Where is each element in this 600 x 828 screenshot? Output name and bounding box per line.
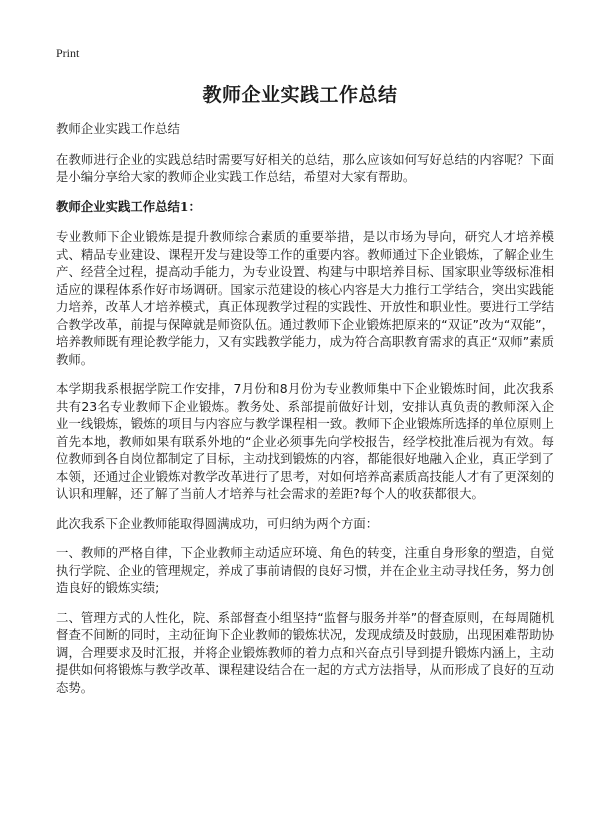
body-paragraph: 一、教师的严格自律，下企业教师主动适应环境、角色的转变，注重自身形象的塑造，自觉执行学院、企业的管理规定，养成了事前请假的良好习惯，并在企业主动寻找任务，努力创造良好的锻炼实绩; [56, 545, 554, 595]
body-paragraph: 二、管理方式的人性化，院、系部督查小组坚持“监督与服务并举”的督查原则，在每周随机督查不间断的同时，主动征询下企业教师的锻炼状况，发现成绩及时鼓励，出现困难帮助协调，合理要求及时汇报，并将企业锻炼教师的着力点和兴奋点引导到提升锻炼内涵上，主动提供如何将锻炼与教学改革、课程建设结合在一起的方式方法指导，从而形成了良好的互动态势。 [56, 609, 554, 695]
document-body [56, 120, 554, 708]
document-subtitle: 教师企业实践工作总结 [56, 121, 180, 136]
body-paragraph: 此次我系下企业教师能取得圆满成功，可归纳为两个方面： [56, 515, 379, 531]
print-link[interactable]: Print [56, 46, 80, 60]
document-title: 教师企业实践工作总结 [202, 84, 398, 106]
section-heading: 教师企业实践工作总结1： [56, 198, 201, 214]
intro-paragraph: 在教师进行企业的实践总结时需要写好相关的总结，那么应该如何写好总结的内容呢？下面是小编分享给大家的教师企业实践工作总结，希望对大家有帮助。 [56, 151, 554, 184]
body-paragraph: 本学期我系根据学院工作安排，7月份和8月份为专业教师集中下企业锻炼时间，此次我系共有23名专业教师下企业锻炼。教务处、系部提前做好计划，安排认真负责的教师深入企业一线锻炼，锻炼的项目与内容应与教学课程相一致。教师下企业锻炼所选择的单位原则上首先本地，教师如果有联系外地的“企业必须事先向学校报告，经学校批准后视为有效。每位教师到各自岗位都制定了目标，主动找到锻炼的内容，都能很好地融入企业，真正学到了本领，还通过企业锻炼对教学改革进行了思考，对如何培养高素质高技能人才有了更深刻的认识和理解，还了解了当前人才培养与社会需求的差距?每个人的收获都很大。 [56, 381, 554, 501]
body-paragraph: 专业教师下企业锻炼是提升教师综合素质的重要举措，是以市场为导向，研究人才培养模式、精品专业建设、课程开发与建设等工作的重要内容。教师通过下企业锻炼，了解企业生产、经营全过程，提高动手能力，为专业设置、构建与中职培养目标、国家职业等级标准相适应的课程体系作好市场调研。国家示范建设的核心内容是大力推行工学结合，突出实践能力培养，改革人才培养模式，真正体现教学过程的实践性、开放性和职业性。要进行工学结合教学改革，前提与保障就是师资队伍。通过教师下企业锻炼把原来的“双证”改为“双能”，培养教师既有理论教学能力，又有实践教学能力，成为符合高职教育需求的真正“双师”素质教师。 [56, 229, 554, 367]
